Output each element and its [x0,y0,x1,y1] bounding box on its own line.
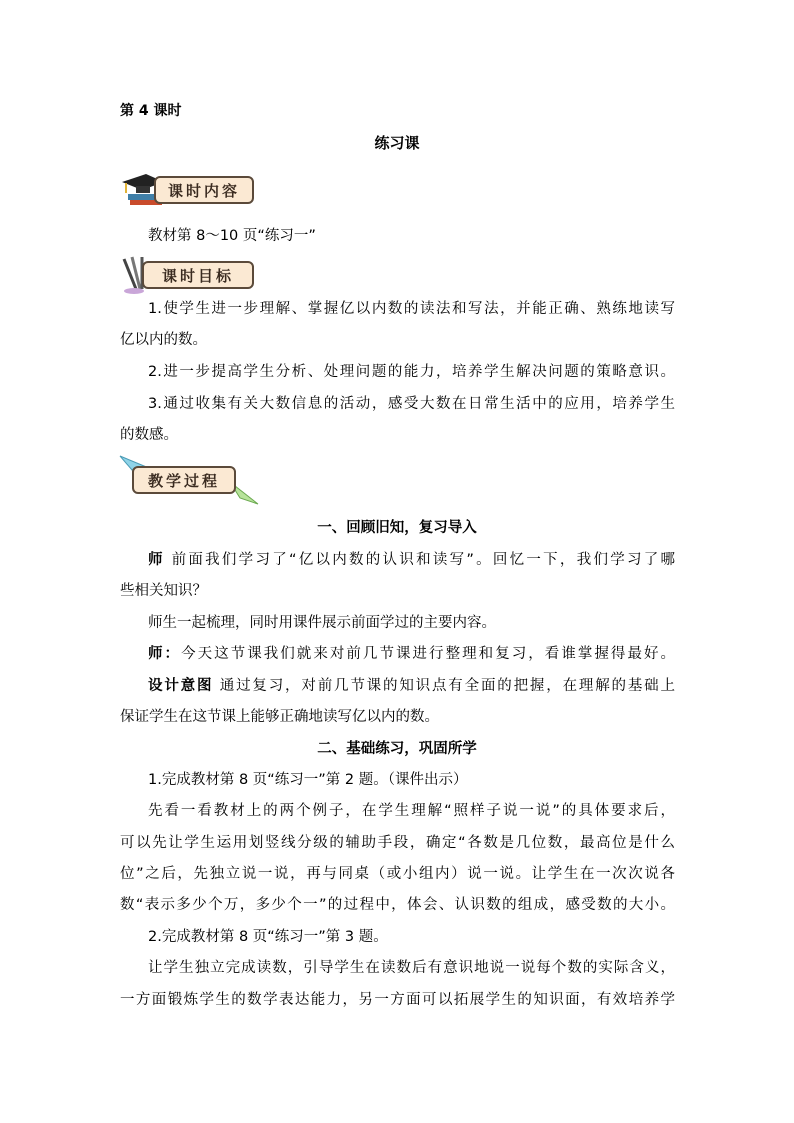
content-text: 教材第 8～10 页“练习一” [148,228,316,244]
section-2-item-1: 1.完成教材第 8 页“练习一”第 2 题。（课件出示） [148,772,468,788]
content-badge [118,172,258,208]
section-2-item-1-p-line-4: 数“表示多少个万，多少个一”的过程中，体会、认识数的组成，感受数的大小。 [120,897,675,913]
goal-3-line-2: 的数感。 [120,427,178,443]
goals-badge [118,255,258,295]
section-2-item-1-p-line-1: 先看一看教材上的两个例子，在学生理解“照样子说一说”的具体要求后， [148,803,675,819]
goals-badge-label: 课时目标 [142,261,254,289]
section-2-item-2-p-line-2: 一方面锻炼学生的数学表达能力，另一方面可以拓展学生的知识面，有效培养学 [120,992,675,1008]
section-2-item-2-p-line-1: 让学生独立完成读数，引导学生在读数后有意识地说一说每个数的实际含义， [148,960,675,976]
goal-1-line-1: 1.使学生进一步理解、掌握亿以内数的读法和写法，并能正确、熟练地读写 [148,301,675,317]
design-intent-label: 设计意图 [148,678,214,694]
content-badge-label: 课时内容 [154,176,254,204]
goal-3-line-1: 3.通过收集有关大数信息的活动，感受大数在日常生活中的应用，培养学生 [148,396,675,412]
teacher-label-2: 师： [148,646,182,662]
page-title: 练习课 [374,134,420,152]
goal-2: 2.进一步提高学生分析、处理问题的能力，培养学生解决问题的策略意识。 [148,364,675,380]
section-2-item-2: 2.完成教材第 8 页“练习一”第 3 题。 [148,929,388,945]
section-1-p2: 师生一起梳理，同时用课件展示前面学过的主要内容。 [148,615,496,631]
process-badge [118,452,263,508]
section-1-p3 [148,644,675,664]
goal-1-line-2: 亿以内的数。 [120,332,207,348]
section-1-p1-text: 前面我们学习了“亿以内数的认识和读写”。回忆一下，我们学习了哪 [164,552,675,568]
section-1-p1-line-2: 些相关知识？ [120,583,207,599]
section-1-p3-text: 今天这节课我们就来对前几节课进行整理和复习，看谁掌握得最好。 [181,646,676,662]
process-badge-label: 教学过程 [132,466,236,494]
section-1-p4-line-1 [148,676,675,696]
lesson-number: 第 4 课时 [120,103,182,119]
section-1-p4-text: 通过复习，对前几节课的知识点有全面的把握，在理解的基础上 [213,678,676,694]
teacher-label: 师 [148,552,165,568]
section-2-heading: 二、基础练习，巩固所学 [317,741,477,757]
section-1-heading: 一、回顾旧知，复习导入 [317,520,477,536]
section-1-p4-line-2: 保证学生在这节课上能够正确地读写亿以内的数。 [120,709,439,725]
section-1-p1-line-1 [148,550,675,570]
section-2-item-1-p-line-2: 可以先让学生运用划竖线分级的辅助手段，确定“各数是几位数，最高位是什么 [120,835,675,851]
section-2-item-1-p-line-3: 位”之后，先独立说一说，再与同桌（或小组内）说一说。让学生在一次次说各 [120,866,675,882]
